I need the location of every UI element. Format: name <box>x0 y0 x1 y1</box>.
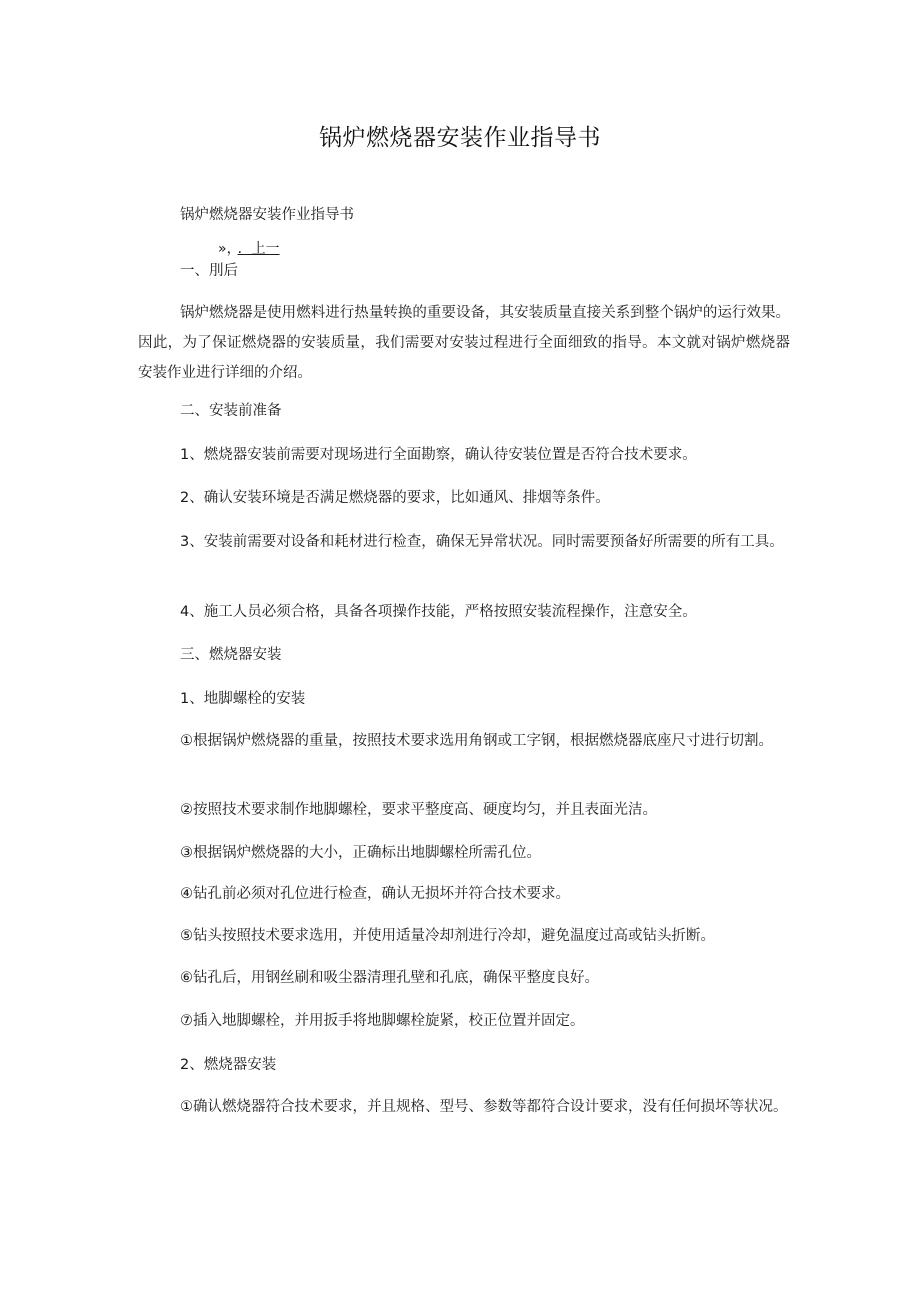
prep-item-1: 1、燃烧器安装前需要对现场进行全面勘察，确认待安装位置是否符合技术要求。 <box>180 447 697 463</box>
anchor-step-6: ⑥钻孔后，用钢丝刷和吸尘器清理孔壁和孔底，确保平整度良好。 <box>180 970 599 986</box>
install-step-1: ①确认燃烧器符合技术要求，并且规格、型号、参数等都符合设计要求，没有任何损坏等状况。 <box>180 1099 788 1115</box>
prep-item-3: 3、安装前需要对设备和耗材进行检查，确保无异常状况。同时需要预备好所需要的所有工具。 <box>180 534 784 550</box>
subheading-anchor-bolts: 1、地脚螺栓的安装 <box>180 691 306 707</box>
prep-item-4: 4、施工人员必须合格，具备各项操作技能，严格按照安装流程操作，注意安全。 <box>180 604 697 620</box>
anchor-step-3: ③根据锅炉燃烧器的大小，正确标出地脚螺栓所需孔位。 <box>180 845 541 861</box>
heading-preface: 一、刖后 <box>180 263 238 279</box>
document-title: 锅炉燃烧器安装作业指导书 <box>319 125 601 151</box>
toc-line <box>218 239 280 259</box>
subheading-burner-installation: 2、燃烧器安装 <box>180 1057 277 1073</box>
anchor-step-4: ④钻孔前必须对孔位进行检查，确认无损坏并符合技术要求。 <box>180 886 570 902</box>
anchor-step-5: ⑤钻头按照技术要求选用，并使用适量冷却剂进行冷却，避免温度过高或钻头折断。 <box>180 928 715 944</box>
anchor-step-1: ①根据锅炉燃烧器的重量，按照技术要求选用角钢或工字钢，根据燃烧器底座尺寸进行切割。 <box>180 733 773 749</box>
toc-prefix: »， <box>218 241 234 257</box>
anchor-step-2: ②按照技术要求制作地脚螺栓，要求平整度高、硬度均匀，并且表面光洁。 <box>180 802 657 818</box>
heading-preparation: 二、安装前准备 <box>180 403 282 419</box>
anchor-step-7: ⑦插入地脚螺栓，并用扳手将地脚螺栓旋紧，校正位置并固定。 <box>180 1013 585 1029</box>
heading-installation: 三、燃烧器安装 <box>180 647 282 663</box>
intro-paragraph: 锅炉燃烧器是使用燃料进行热量转换的重要设备，其安装质量直接关系到整个锅炉的运行效果。因此，为了保证燃烧器的安装质量，我们需要对安装过程进行全面细致的指导。本文就对锅炉燃烧器安装作业进行详细的介绍。 <box>138 305 790 381</box>
toc-link[interactable]: ．上一 <box>237 241 280 257</box>
document-subtitle: 锅炉燃烧器安装作业指导书 <box>180 207 354 223</box>
prep-item-2: 2、确认安装环境是否满足燃烧器的要求，比如通风、排烟等条件。 <box>180 490 610 506</box>
